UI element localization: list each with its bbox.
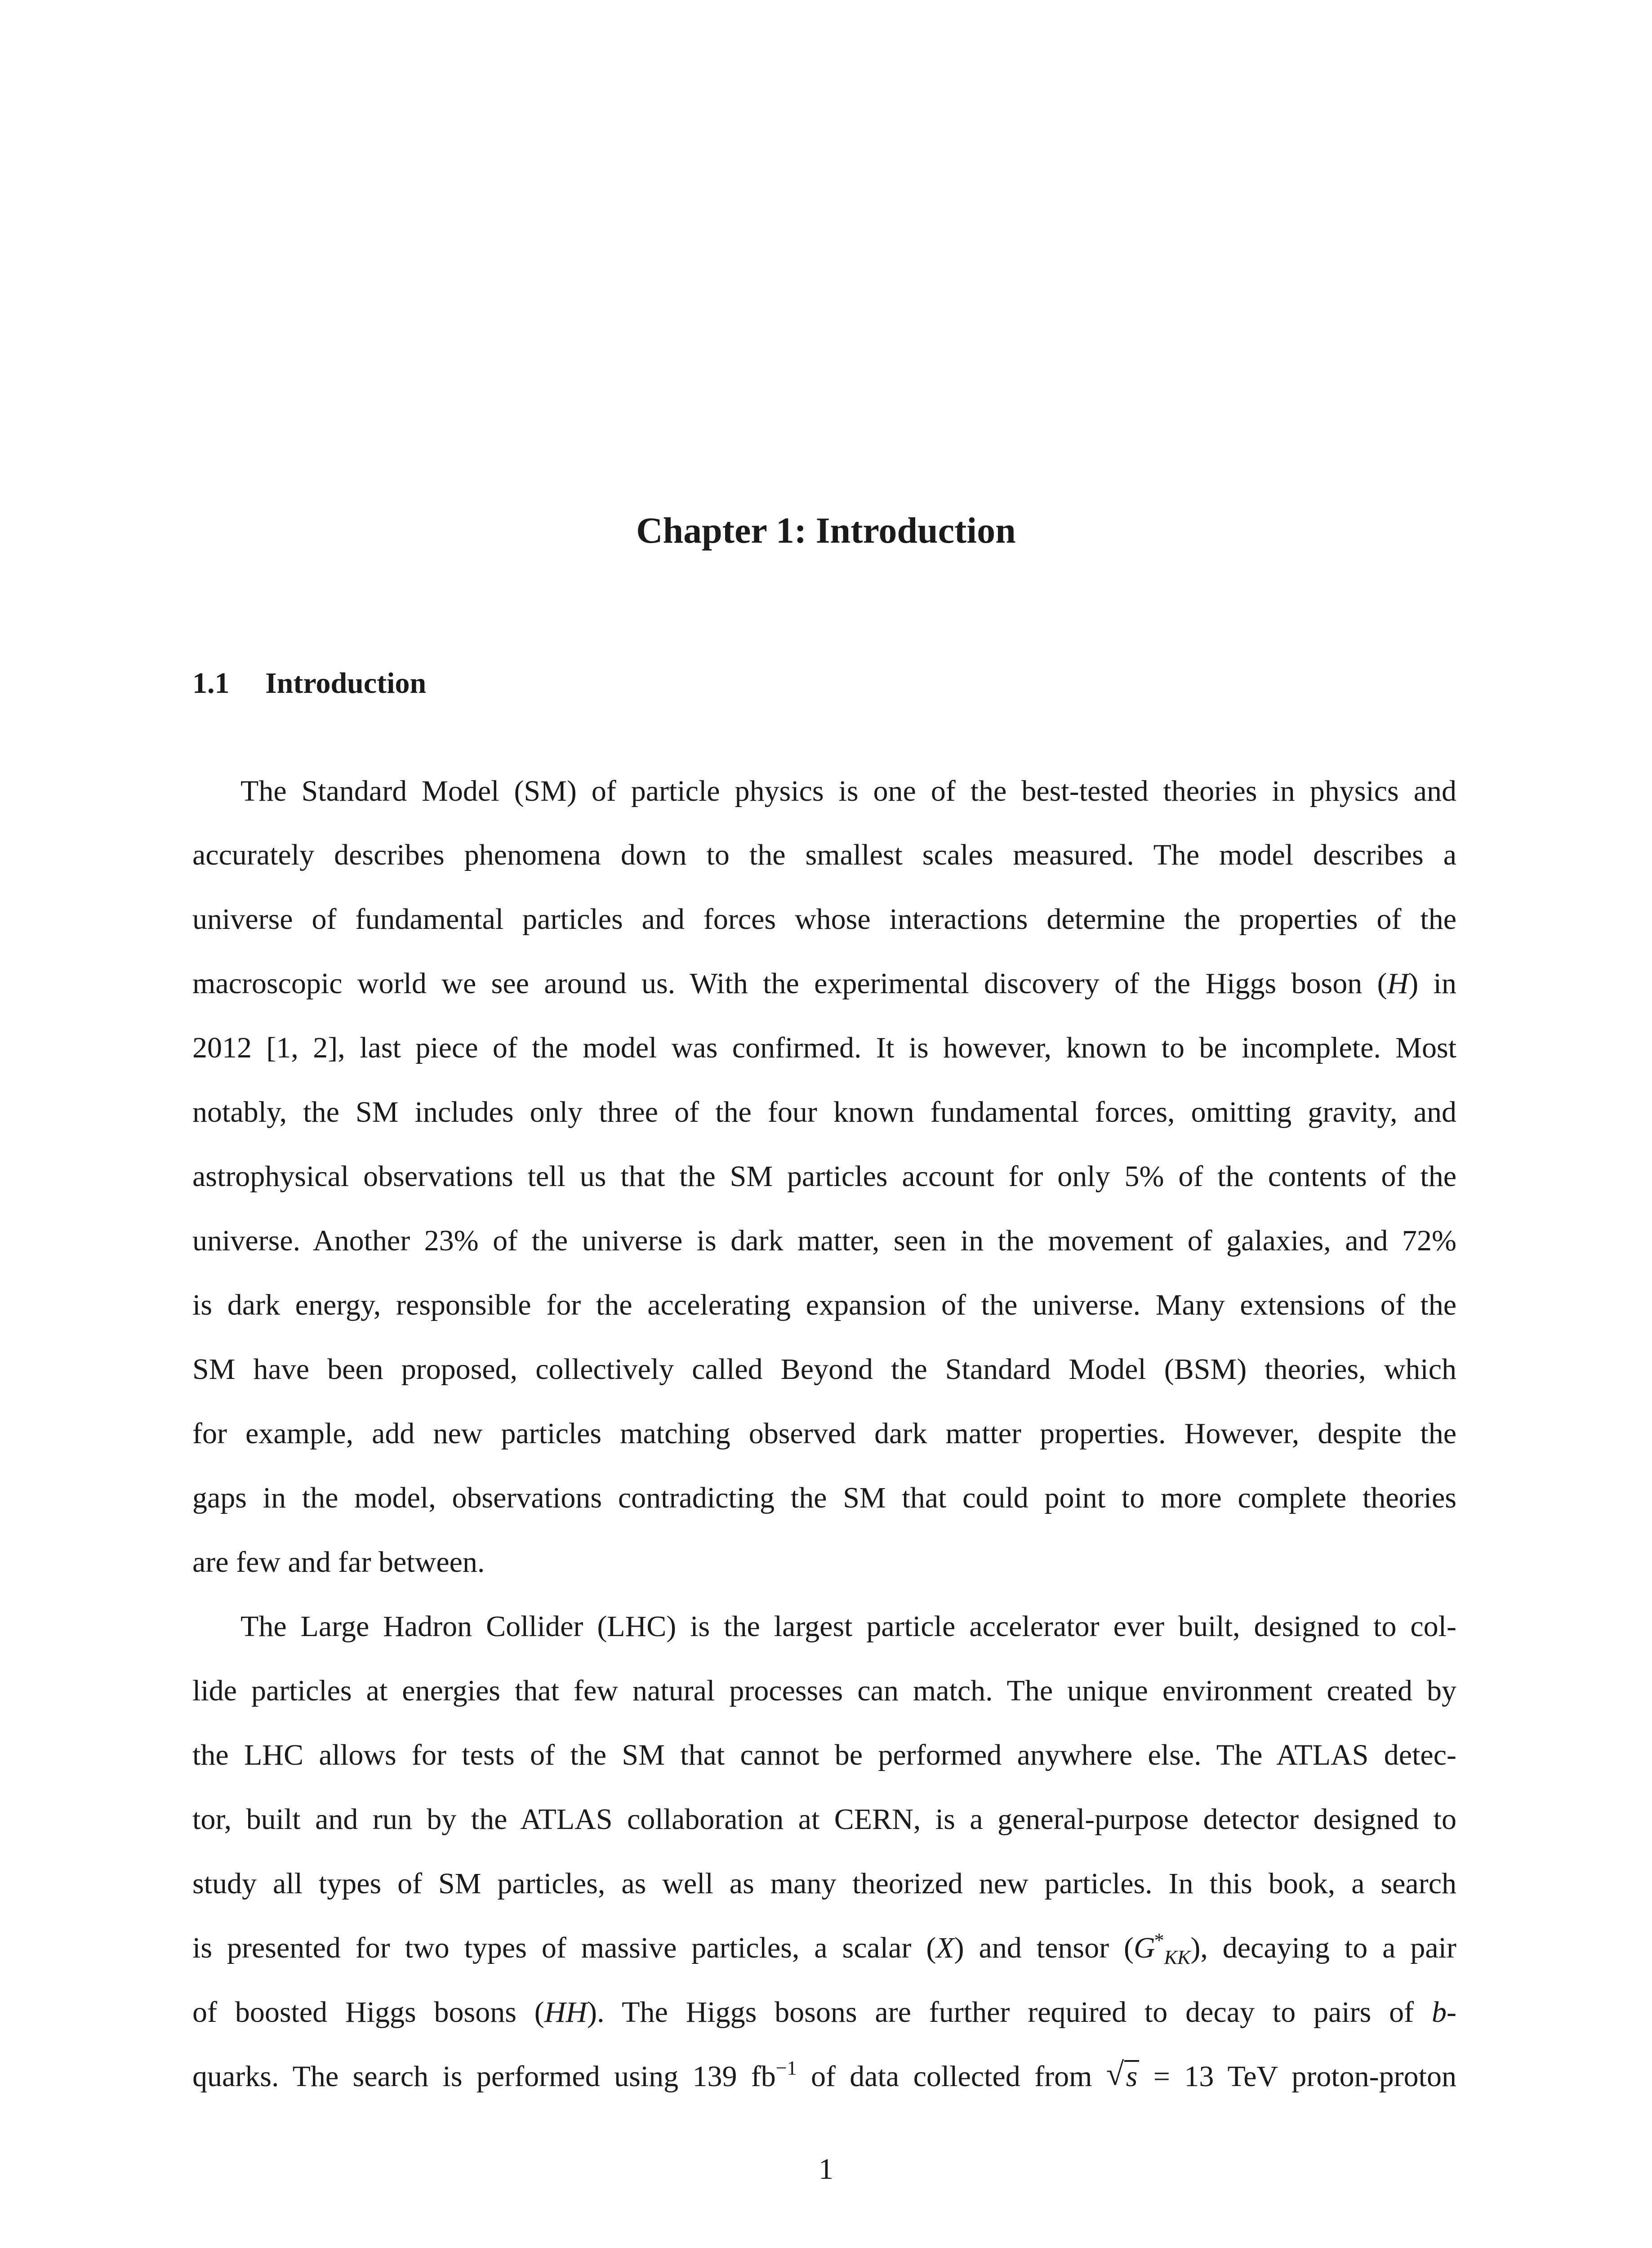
paragraph-1-line-5: 2012 [1, 2], last piece of the model was confirmed. It is however, known to be incomplete. Most <box>192 1031 1456 1064</box>
math-radicand: s <box>1124 2060 1140 2092</box>
paragraph-2-line-4: tor, built and run by the ATLAS collaboration at CERN, is a general-purpose detector designed to <box>192 1803 1456 1836</box>
text-segment: = 13 TeV proton-proton <box>1139 2060 1456 2093</box>
math-subscript: KK <box>1164 1946 1191 1968</box>
paragraph-2-line-1: The Large Hadron Collider (LHC) is the largest particle accelerator ever built, designed to col- <box>240 1610 1456 1643</box>
math-variable: HH <box>544 1996 588 2029</box>
paragraph-1-line-7: astrophysical observations tell us that the SM particles account for only 5% of the contents of the <box>192 1160 1456 1193</box>
text-segment: is presented for two types of massive particles, a scalar ( <box>192 1931 936 1964</box>
paragraph-1-line-8: universe. Another 23% of the universe is dark matter, seen in the movement of galaxies, and 72% <box>192 1224 1456 1257</box>
paragraph-1-line-9: is dark energy, responsible for the accelerating expansion of the universe. Many extensions of the <box>192 1289 1456 1321</box>
paragraph-2-line-2: lide particles at energies that few natural processes can match. The unique environment created by <box>192 1674 1456 1707</box>
math-superscript: −1 <box>775 2057 797 2079</box>
text-segment: - <box>1447 1996 1456 2029</box>
text-segment: ) and tensor ( <box>954 1931 1134 1964</box>
text-segment: ), decaying to a pair <box>1190 1931 1457 1964</box>
paragraph-1-line-3: universe of fundamental particles and forces whose interactions determine the properties of the <box>192 903 1456 936</box>
page-number: 1 <box>819 2153 833 2186</box>
text-segment: ). The Higgs bosons are further required to decay to pairs of <box>587 1996 1432 2029</box>
radical-sign-icon: √ <box>1106 2056 1124 2092</box>
section-title: Introduction <box>265 667 427 700</box>
paragraph-1-line-11: for example, add new particles matching observed dark matter properties. However, despite the <box>192 1417 1456 1450</box>
math-variable: b <box>1432 1996 1447 2029</box>
math-superscript: * <box>1154 1929 1164 1951</box>
paragraph-1-line-12: gaps in the model, observations contradicting the SM that could point to more complete theories <box>192 1481 1456 1514</box>
square-root <box>1106 2056 1140 2097</box>
paragraph-2-line-8 <box>192 2056 1456 2097</box>
text-segment: macroscopic world we see around us. With the experimental discovery of the Higgs boson ( <box>192 967 1387 1000</box>
math-variable: X <box>936 1931 954 1964</box>
paragraph-1-line-6: notably, the SM includes only three of the four known fundamental forces, omitting gravity, and <box>192 1096 1456 1128</box>
paragraph-1-line-4 <box>192 963 1456 1004</box>
paragraph-1-line-2: accurately describes phenomena down to the smallest scales measured. The model describes a <box>192 839 1456 871</box>
text-segment: of boosted Higgs bosons ( <box>192 1996 544 2029</box>
paragraph-1-line-10: SM have been proposed, collectively called Beyond the Standard Model (BSM) theories, which <box>192 1353 1456 1386</box>
math-variable: H <box>1387 967 1409 1000</box>
paragraph-1-line-13: are few and far between. <box>192 1546 485 1579</box>
text-segment: ) in <box>1408 967 1456 1000</box>
section-heading <box>192 665 426 701</box>
paragraph-1-line-1: The Standard Model (SM) of particle physics is one of the best-tested theories in physics and <box>240 775 1456 807</box>
section-number: 1.1 <box>192 667 230 700</box>
text-segment: quarks. The search is performed using 139 fb <box>192 2060 776 2093</box>
paragraph-2-line-5: study all types of SM particles, as well as many theorized new particles. In this book, a search <box>192 1867 1456 1900</box>
paragraph-2-line-7 <box>192 1992 1456 2033</box>
chapter-title: Chapter 1: Introduction <box>636 510 1016 551</box>
math-variable: G <box>1133 1931 1155 1964</box>
paragraph-2-line-3: the LHC allows for tests of the SM that cannot be performed anywhere else. The ATLAS detec- <box>192 1739 1456 1771</box>
paragraph-2-line-6 <box>192 1928 1456 1968</box>
text-segment: of data collected from <box>797 2060 1106 2093</box>
